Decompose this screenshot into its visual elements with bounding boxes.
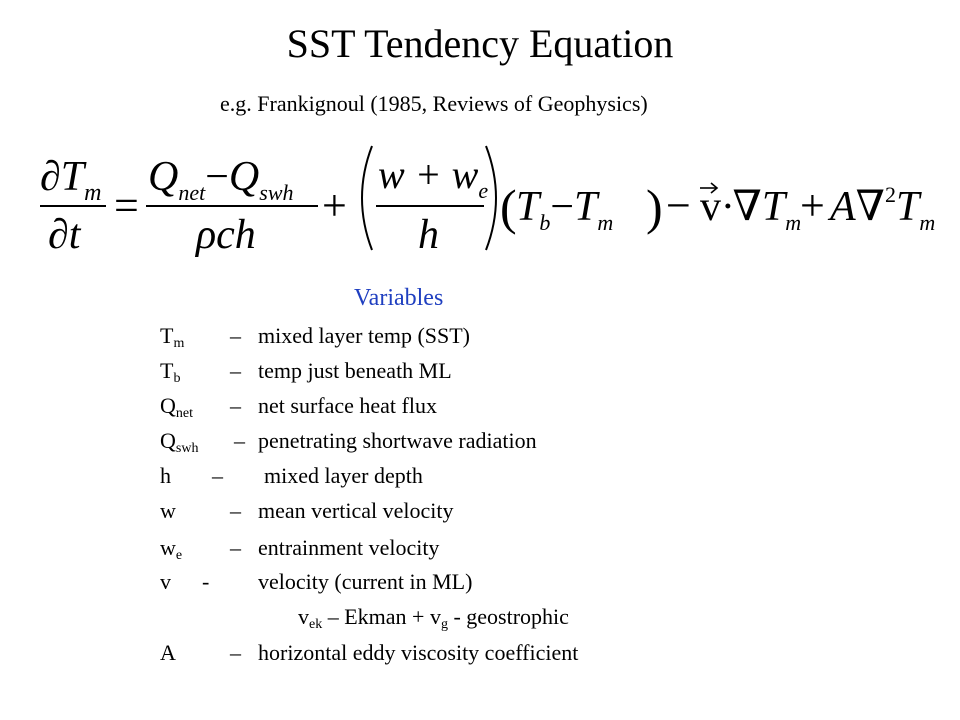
variable-row-w: [0, 495, 960, 527]
variable-description: horizontal eddy viscosity coefficient: [258, 640, 579, 665]
eq-lhs-denominator: ∂t: [48, 212, 81, 258]
eq-big-paren-left: [362, 146, 372, 250]
velocity-ekman-subscript: ek: [309, 617, 323, 632]
variable-symbol: w: [160, 498, 176, 523]
variable-row-qswh: [0, 425, 960, 457]
variable-dash: –: [234, 428, 245, 453]
eq-diffusion: $A\nabla^2T_m$: [830, 182, 936, 235]
variable-symbol: $Q_{net}$: [160, 393, 193, 421]
variable-description: penetrating shortwave radiation: [258, 428, 537, 453]
variable-dash: –: [212, 463, 223, 488]
variable-dash: –: [230, 535, 241, 560]
variable-description: mean vertical velocity: [258, 498, 454, 523]
eq-plus-2: +: [800, 181, 825, 230]
variable-row-we: [0, 532, 960, 564]
variable-description: mixed layer temp (SST): [258, 323, 471, 348]
variable-symbol: v: [160, 569, 171, 594]
variable-symbol: h: [160, 463, 171, 488]
eq-frac2-numerator: $w + w_e$: [378, 152, 489, 203]
variable-row-qnet: [0, 390, 960, 422]
eq-frac1-denominator: ρch: [196, 212, 256, 258]
equation-graphic: [0, 138, 960, 258]
variable-dash: –: [230, 393, 241, 418]
velocity-ekman-text: – Ekman + v: [322, 604, 441, 629]
sst-tendency-equation: [0, 138, 960, 258]
variable-row-a: [0, 637, 960, 669]
velocity-breakdown: [298, 601, 569, 633]
eq-vector-v: v: [700, 184, 721, 230]
variable-symbol: $T_b$: [160, 358, 181, 386]
variable-description: entrainment velocity: [258, 535, 440, 560]
velocity-geostrophic-text: - geostrophic: [447, 604, 569, 629]
variable-symbol: $w_e$: [160, 535, 183, 563]
variable-description: temp just beneath ML: [258, 358, 452, 383]
eq-paren-close: ): [646, 179, 663, 235]
variable-row-h: [0, 460, 960, 492]
eq-plus-1: +: [322, 181, 347, 230]
eq-paren-open: (: [500, 179, 517, 235]
variable-dash: –: [230, 358, 241, 383]
variable-description: mixed layer depth: [264, 463, 423, 488]
variable-dash: –: [230, 640, 241, 665]
variable-row-tb: [0, 355, 960, 387]
variables-heading: Variables: [354, 285, 444, 311]
eq-advection: $\cdot\nabla T_m$: [722, 184, 802, 235]
slide-subtitle: e.g. Frankignoul (1985, Reviews of Geophysics): [220, 91, 648, 116]
velocity-ekman-symbol: v: [298, 604, 309, 629]
slide-title: SST Tendency Equation: [286, 21, 674, 66]
eq-lhs-numerator: $\partial T_m$: [40, 154, 102, 206]
variable-row-tm: [0, 320, 960, 352]
variable-description: net surface heat flux: [258, 393, 437, 418]
variable-symbol: $Q_{swh}$: [160, 428, 199, 456]
eq-minus-2: −: [666, 181, 691, 230]
variable-dash: –: [230, 498, 241, 523]
eq-equals: =: [114, 181, 139, 230]
eq-frac2-denominator: h: [418, 212, 439, 258]
variable-dash: –: [230, 323, 241, 348]
variable-dash: -: [202, 569, 210, 594]
variable-row-v: [0, 566, 960, 598]
velocity-geostrophic-subscript: g: [440, 617, 448, 632]
eq-paren-body: $T_b-T_m$: [516, 184, 614, 235]
variable-symbol: $T_m$: [160, 323, 185, 351]
variable-description: velocity (current in ML): [258, 569, 473, 594]
variable-symbol: A: [160, 640, 176, 665]
eq-frac1-numerator: $Q_{net}-Q_{swh}$: [148, 154, 294, 205]
